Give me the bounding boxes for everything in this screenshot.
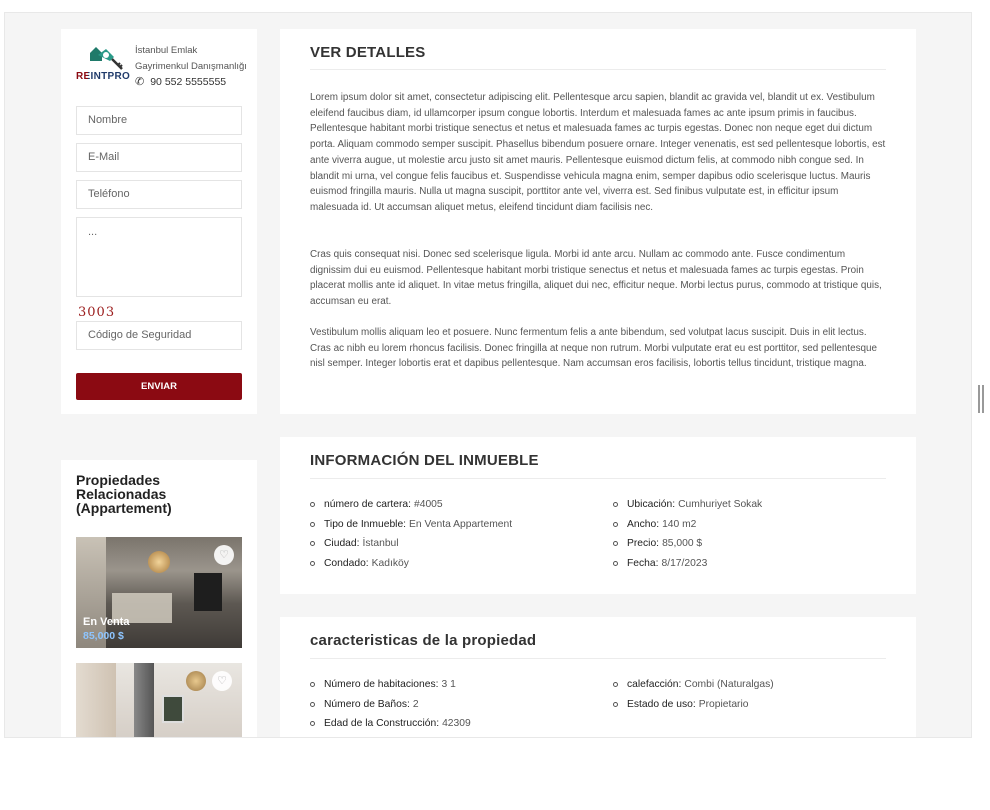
- captcha-image: 3003: [78, 305, 116, 320]
- phone-input[interactable]: Teléfono: [76, 180, 242, 209]
- bullet-icon: [310, 561, 315, 566]
- bullet-icon: [613, 702, 618, 707]
- features-title: caracteristicas de la propiedad: [310, 632, 537, 649]
- info-item: [310, 499, 443, 510]
- related-title: Propiedades Relacionadas (Appartement): [76, 472, 172, 516]
- security-code-input[interactable]: Código de Seguridad: [76, 321, 242, 350]
- details-title: VER DETALLES: [310, 44, 426, 61]
- bullet-icon: [310, 682, 315, 687]
- property-status: En Venta: [83, 616, 130, 628]
- feature-item: [613, 699, 749, 710]
- info-item: [310, 538, 399, 549]
- phone-number: 90 552 5555555: [150, 75, 227, 88]
- feature-key: calefacción:: [627, 679, 682, 690]
- favorite-heart-icon-2[interactable]: ♡: [212, 671, 232, 691]
- related-property-card[interactable]: [76, 537, 242, 648]
- info-divider: [310, 478, 886, 479]
- favorite-heart-icon[interactable]: ♡: [214, 545, 234, 565]
- feature-value: 2: [412, 699, 419, 710]
- info-value: #4005: [414, 499, 443, 510]
- related-property-card-2[interactable]: [76, 663, 242, 738]
- info-key: Ancho:: [627, 519, 660, 530]
- info-item: [613, 499, 762, 510]
- name-input[interactable]: Nombre: [76, 106, 242, 135]
- feature-key: Número de Baños:: [324, 699, 410, 710]
- info-title: INFORMACIÓN DEL INMUEBLE: [310, 452, 539, 469]
- feature-value: 42309: [442, 718, 471, 729]
- info-value: 8/17/2023: [661, 558, 708, 569]
- info-key: Ubicación:: [627, 499, 676, 510]
- scroll-handle[interactable]: [978, 385, 984, 413]
- info-item: [310, 519, 512, 530]
- details-paragraph-1: Lorem ipsum dolor sit amet, consectetur adipiscing elit. Pellentesque arcu sapien, blandit ac gravida vel, blandit ut ex. Vestibulum eleifend faucibus diam, id ullamcorper ipsum congue lobortis. Interdum et malesuada fames ac ante ipsum primis in faucibus. Pellentesque habitant morbi tristique senectus et netus et malesuada fames ac turpis egestas. Donec non neque eget dui dictum porta. Aliquam commodo semper suscipit. Phasellus bibendum posuere ornare. Integer venenatis, est sed pellentesque lobortis, est ante viverra augue, ut molestie arcu justo sit amet mauris. Pellentesque euismod dictum felis, at commodo nibh congue sed. In blandit mi urna, vel congue felis faucibus et. Suspendisse vehicula magna enim, semper dapibus odio scelerisque luctus. Mauris euismod fringilla mauris. Nulla ut magna suscipit, porttitor ante vel, viverra est. Sed finibus vulputate est, in efficitur ipsum malesuada id. Ut accumsan aliquet metus, eleifend tincidunt diam facilisis nec.: [310, 92, 886, 213]
- info-key: número de cartera:: [324, 499, 411, 510]
- reintpro-logo-icon[interactable]: [76, 45, 130, 89]
- info-value: İstanbul: [362, 538, 399, 549]
- related-properties-card: [61, 460, 257, 738]
- property-price: 85,000 $: [83, 630, 124, 642]
- info-value: En Venta Appartement: [409, 519, 513, 530]
- agency-name: [135, 43, 247, 75]
- agency-line-1: İstanbul Emlak: [135, 45, 198, 56]
- info-item: [613, 558, 707, 569]
- phone-icon: ✆: [135, 76, 145, 88]
- info-key: Tipo de Inmueble:: [324, 519, 407, 530]
- info-item: [310, 558, 409, 569]
- bullet-icon: [310, 702, 315, 707]
- bullet-icon: [310, 502, 315, 507]
- details-paragraph-2: Cras quis consequat nisi. Donec sed scelerisque ligula. Morbi id ante arcu. Nullam ac commodo ante. Fusce condimentum dignissim dui eu euismod. Pellentesque habitant morbi tristique senectus et netus et malesuada fames ac turpis egestas. Proin placerat mollis ante id aliquet. In vitae metus fringilla, aliquet dui nec, efficitur neque. Morbi lectus purus, commodo at tristique quis, accumsan eu erat.: [310, 249, 882, 308]
- property-info-card: [280, 437, 916, 594]
- property-features-card: [280, 617, 916, 738]
- details-divider: [310, 69, 886, 70]
- feature-value: Propietario: [698, 699, 749, 710]
- feature-item: [310, 718, 471, 729]
- bullet-icon: [310, 541, 315, 546]
- info-key: Fecha:: [627, 558, 659, 569]
- info-value: Kadıköy: [371, 558, 409, 569]
- info-value: Cumhuriyet Sokak: [678, 499, 763, 510]
- contact-card: [61, 29, 257, 414]
- feature-key: Edad de la Construcción:: [324, 718, 440, 729]
- info-item: [613, 519, 696, 530]
- bullet-icon: [310, 522, 315, 527]
- info-value: 140 m2: [662, 519, 697, 530]
- info-key: Condado:: [324, 558, 369, 569]
- feature-item: [310, 699, 419, 710]
- bullet-icon: [613, 502, 618, 507]
- features-divider: [310, 658, 886, 659]
- feature-item: [613, 679, 774, 690]
- feature-item: [310, 679, 456, 690]
- bullet-icon: [613, 522, 618, 527]
- info-key: Ciudad:: [324, 538, 360, 549]
- info-key: Precio:: [627, 538, 660, 549]
- page-area: [4, 12, 972, 738]
- message-textarea[interactable]: ...: [76, 217, 242, 297]
- bullet-icon: [613, 541, 618, 546]
- feature-value: Combi (Naturalgas): [684, 679, 774, 690]
- bullet-icon: [613, 682, 618, 687]
- email-input[interactable]: E-Mail: [76, 143, 242, 172]
- info-value: 85,000 $: [662, 538, 703, 549]
- bullet-icon: [613, 561, 618, 566]
- feature-key: Número de habitaciones:: [324, 679, 439, 690]
- bullet-icon: [310, 721, 315, 726]
- feature-key: Estado de uso:: [627, 699, 696, 710]
- send-button[interactable]: ENVIAR: [76, 373, 242, 400]
- logo-text: REINTPRO: [76, 71, 131, 82]
- feature-value: 3 1: [441, 679, 456, 690]
- info-item: [613, 538, 702, 549]
- agency-line-2: Gayrimenkul Danışmanlığı: [135, 61, 247, 72]
- details-paragraph-3: Vestibulum mollis aliquam leo et posuere. Nunc fermentum felis a ante bibendum, sed volutpat lacus suscipit. Duis in elit lectus. Cras ac nibh eu lorem rhoncus facilisis. Donec fringilla at neque non rutrum. Morbi vulputate erat eu est porttitor, sed pellentesque nisl semper. Integer lobortis erat et dapibus pellentesque. Nam accumsan eros facilisis, lobortis tellus tincidunt, tristique magna.: [310, 327, 878, 370]
- details-card: [280, 29, 916, 414]
- phone-row[interactable]: [135, 75, 226, 88]
